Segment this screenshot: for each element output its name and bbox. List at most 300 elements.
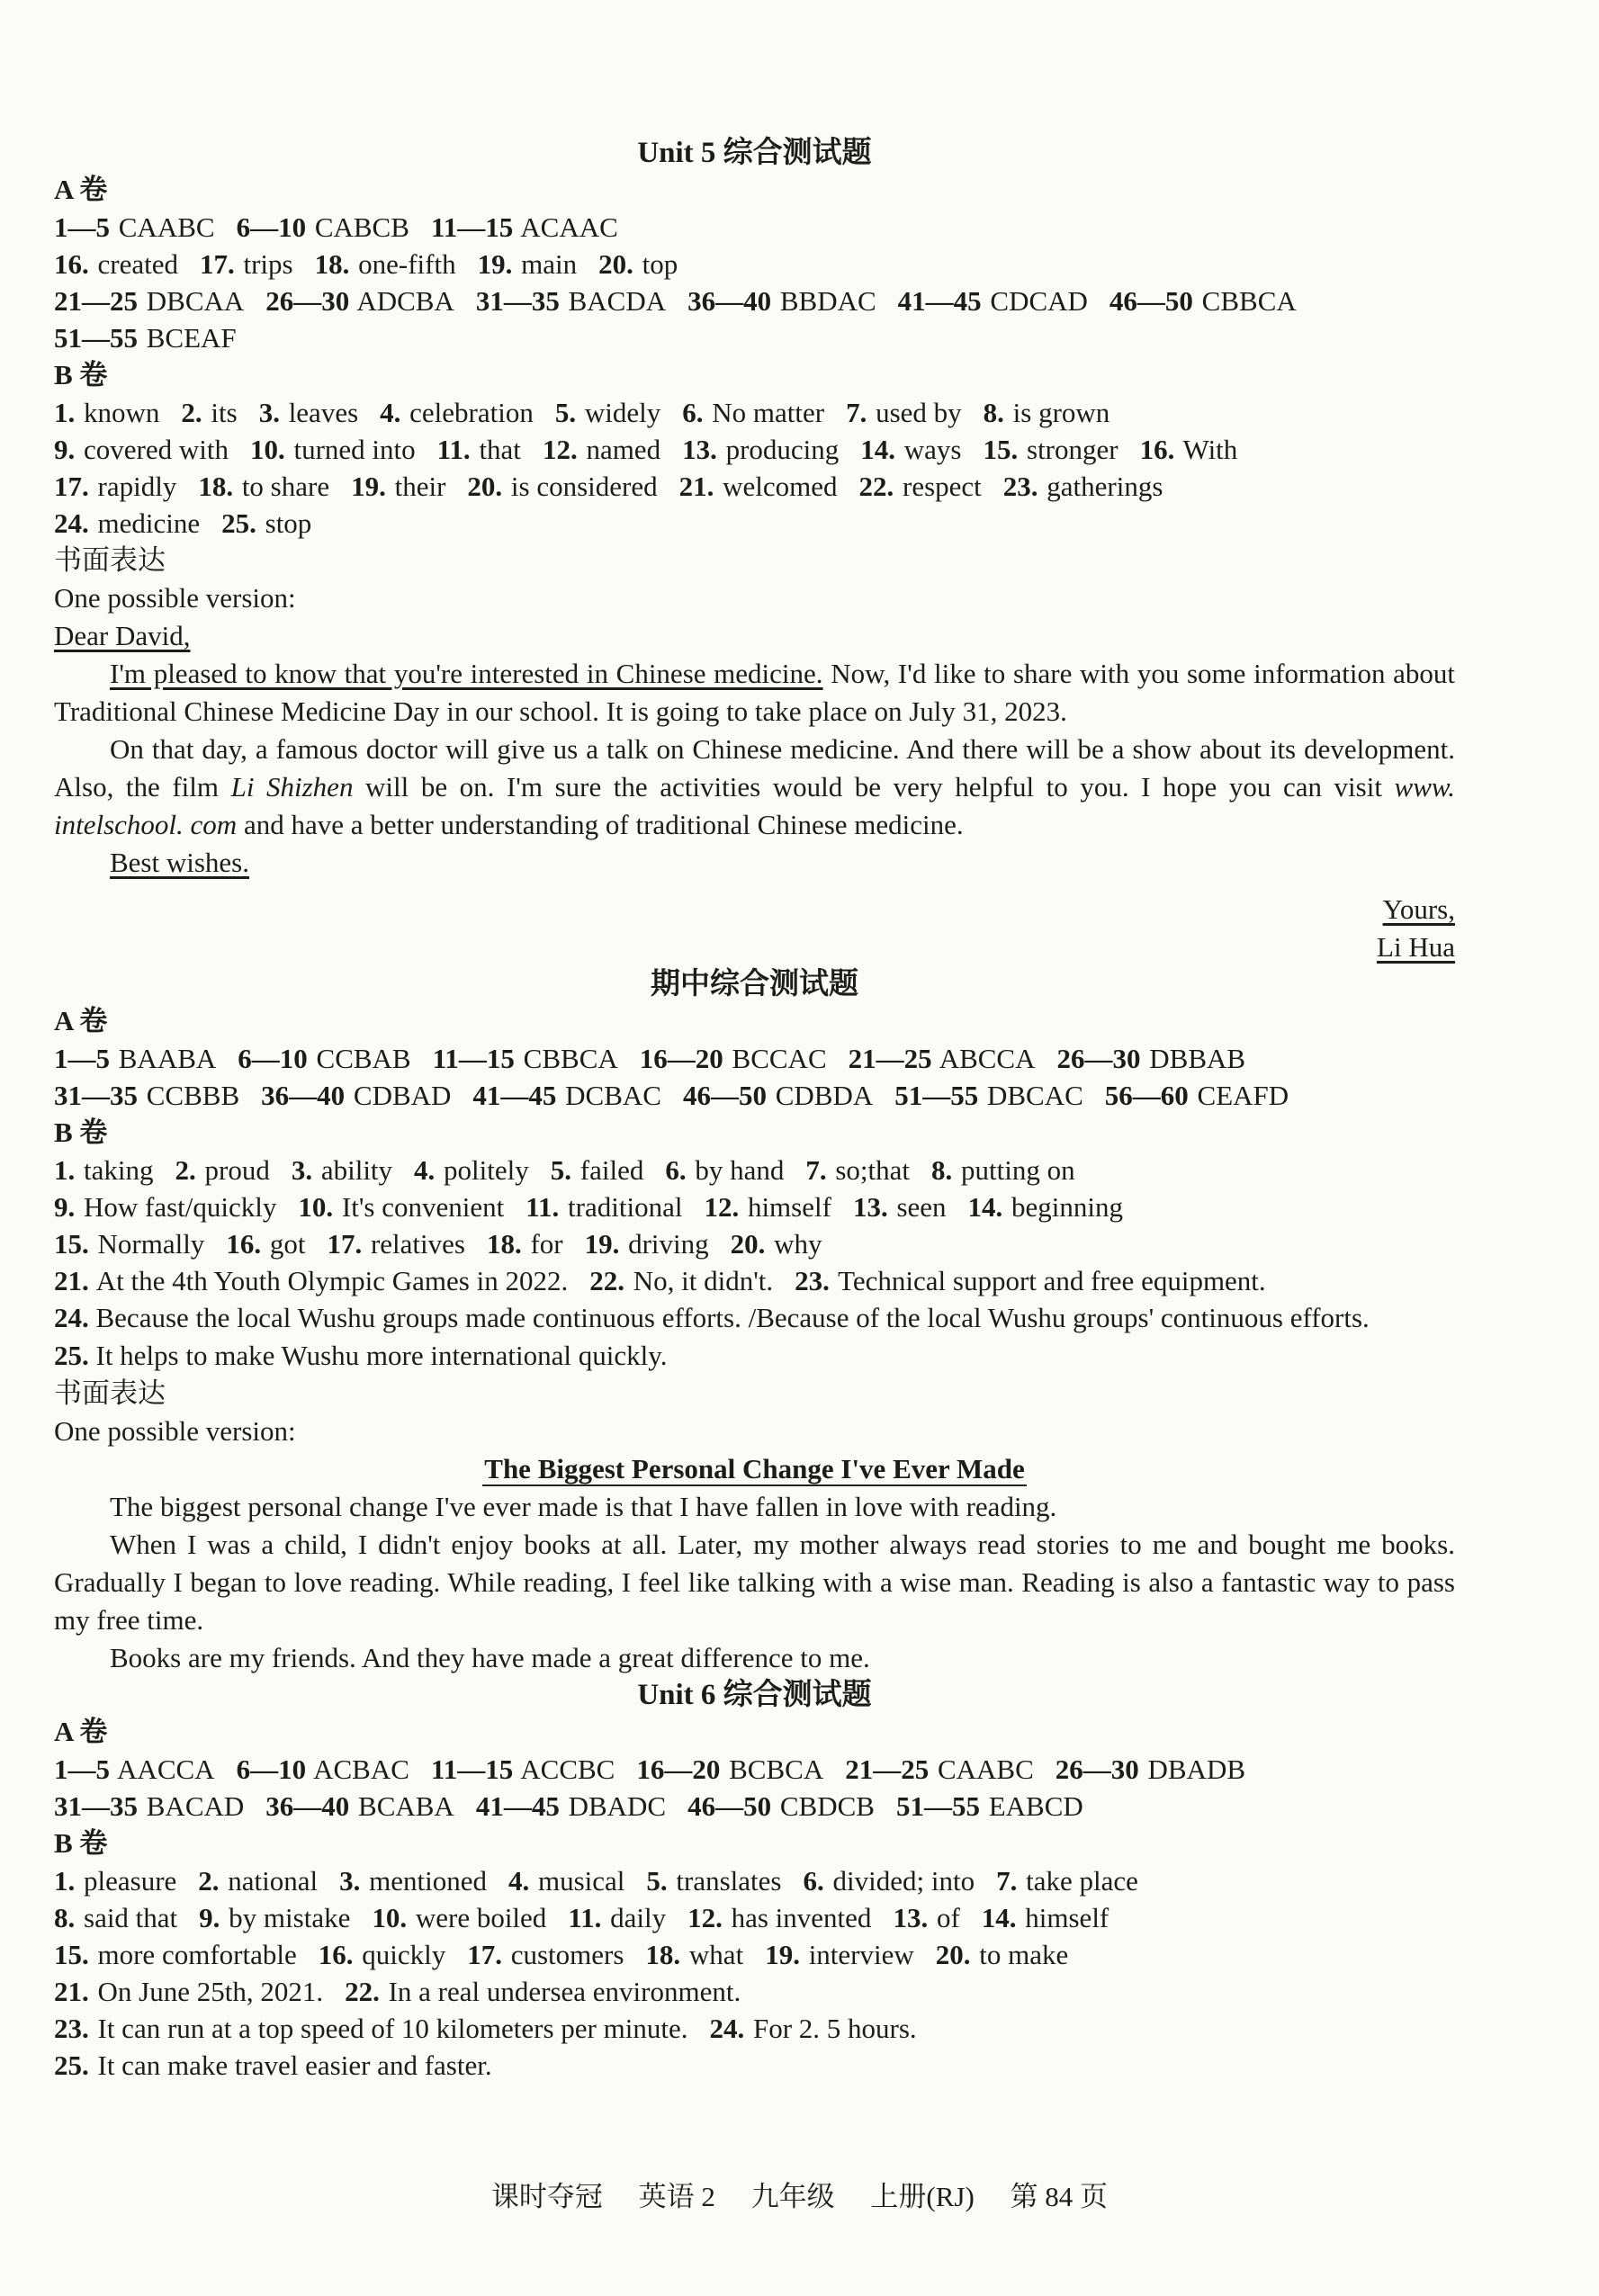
item-answer: that [479, 434, 521, 465]
answer-item [265, 1790, 454, 1822]
answer-item [292, 1154, 392, 1186]
answer-row [54, 1188, 1455, 1225]
item-answer: With [1182, 434, 1238, 465]
item-answer: BCBCA [729, 1753, 824, 1785]
essay-paragraph-1: The biggest personal change I've ever made is that I have fallen in love with reading. [110, 1491, 1057, 1522]
item-answer: what [688, 1939, 744, 1970]
answer-item [54, 434, 229, 465]
p2-part-b: will be on. I'm sure the activities would be very helpful to you. I hope you can visit [353, 771, 1395, 803]
item-answer: rapidly [97, 471, 177, 502]
item-answer: DBADC [568, 1790, 667, 1822]
item-number: 17. [467, 1939, 502, 1970]
answer-item [853, 1191, 947, 1223]
answer-item [437, 434, 521, 465]
item-answer: got [269, 1228, 306, 1260]
answer-item [555, 397, 660, 428]
answer-item [199, 1902, 350, 1933]
answer-item [315, 248, 456, 280]
item-answer: why [774, 1228, 822, 1260]
item-number: 13. [893, 1902, 929, 1933]
item-answer: In a real undersea environment. [388, 1976, 741, 2007]
unit5-b-label: B 卷 [54, 359, 108, 390]
item-answer: It can make travel easier and faster. [97, 2049, 492, 2081]
letter-paragraph-2 [54, 731, 1455, 844]
item-number: 10. [372, 1902, 408, 1933]
answer-row [54, 246, 1455, 283]
item-number: 11. [526, 1191, 560, 1223]
answer-item [54, 1080, 239, 1111]
answer-row [54, 1936, 1455, 1973]
item-answer: On June 25th, 2021. [97, 1976, 324, 2007]
midterm-a-answers [54, 1040, 1455, 1114]
answer-item [433, 1043, 618, 1074]
essay-paragraph-2: When I was a child, I didn't enjoy books at all. Later, my mother always read stories to me and bought me books. Gradually I began to love reading. While reading, I feel like talking with a wise man. Reading is also a fantastic way to pass my free time. [54, 1529, 1455, 1636]
item-answer: For 2. 5 hours. [752, 2013, 917, 2044]
item-answer: leaves [288, 397, 359, 428]
answer-item [431, 1753, 615, 1785]
answer-item [467, 471, 657, 502]
item-number: 11—15 [430, 1753, 514, 1785]
item-answer: BCCAC [732, 1043, 827, 1074]
answer-item [265, 285, 454, 317]
answer-item [54, 1043, 216, 1074]
answer-item [687, 285, 876, 317]
answer-item [54, 1865, 176, 1897]
answer-item [54, 1790, 244, 1822]
item-answer: beginning [1011, 1191, 1124, 1223]
item-number: 3. [291, 1154, 313, 1186]
item-answer: CBBCA [1201, 285, 1297, 317]
midterm-title: 期中综合测试题 [651, 968, 858, 1000]
item-answer: stronger [1027, 434, 1118, 465]
item-answer: CBDCB [779, 1790, 875, 1822]
item-number: 22. [589, 1265, 624, 1296]
answer-item [472, 1080, 661, 1111]
item-number: 36—40 [265, 1790, 350, 1822]
unit6-section [54, 1677, 1455, 2084]
item-number: 25. [54, 2049, 89, 2081]
item-number: 1—5 [54, 1753, 110, 1785]
item-number: 26—30 [1056, 1043, 1141, 1074]
item-answer: for [530, 1228, 563, 1260]
answer-item [54, 471, 176, 502]
item-answer: putting on [961, 1154, 1075, 1186]
item-answer: musical [538, 1865, 625, 1897]
answer-item [898, 285, 1088, 317]
answer-row [54, 1152, 1455, 1188]
answer-row [54, 1788, 1455, 1825]
item-number: 18. [198, 471, 234, 502]
answer-item [636, 1753, 823, 1785]
item-number: 25. [221, 507, 256, 539]
item-number: 21—25 [845, 1753, 930, 1785]
item-answer: BBDAC [779, 285, 876, 317]
item-number: 7. [846, 397, 867, 428]
answer-item [54, 507, 200, 539]
answer-row [54, 505, 1455, 542]
unit6-b-answers [54, 1862, 1455, 2084]
answer-item [54, 1228, 204, 1260]
answer-item [568, 1902, 666, 1933]
answer-item [478, 248, 578, 280]
item-number: 6—10 [236, 1753, 307, 1785]
answer-item [414, 1154, 529, 1186]
item-answer: DBCAA [146, 285, 245, 317]
signer-text: Li Hua [1377, 931, 1455, 963]
item-number: 46—50 [1109, 285, 1193, 317]
item-number: 11. [568, 1902, 602, 1933]
footer-grade: 九年级 [750, 2181, 835, 2212]
answer-item [226, 1228, 305, 1260]
item-number: 51—55 [54, 322, 138, 354]
item-answer: more comfortable [97, 1939, 297, 1970]
answer-item [259, 397, 358, 428]
underlined-opening: I'm pleased to know that you're interested in Chinese medicine. [110, 658, 823, 689]
item-answer: driving [628, 1228, 709, 1260]
item-answer: their [394, 471, 446, 502]
item-answer: How fast/quickly [84, 1191, 277, 1223]
item-number: 56—60 [1104, 1080, 1189, 1111]
letter-closing [54, 844, 1455, 882]
item-number: 13. [682, 434, 717, 465]
answer-item [372, 1902, 546, 1933]
answer-item [54, 2013, 687, 2044]
p2-part-c: and have a better understanding of traditional Chinese medicine. [237, 809, 964, 840]
b24-answer: Because the local Wushu groups made continuous efforts. /Because of the local Wushu groups' continuous efforts. [95, 1302, 1370, 1333]
answer-item [1140, 434, 1238, 465]
answer-item [54, 1265, 568, 1296]
item-number: 26—30 [265, 285, 350, 317]
item-answer: politely [444, 1154, 529, 1186]
answer-item [765, 1939, 914, 1970]
item-number: 8. [983, 397, 1004, 428]
item-number: 16. [226, 1228, 262, 1260]
item-answer: has invented [731, 1902, 872, 1933]
essay-title [54, 1450, 1455, 1488]
item-answer: of [936, 1902, 960, 1933]
answer-row [54, 394, 1455, 431]
item-number: 1—5 [54, 1043, 110, 1074]
footer-volume: 上册(RJ) [870, 2181, 975, 2212]
unit5-section [54, 135, 1455, 966]
item-answer: pleasure [84, 1865, 177, 1897]
item-answer: turned into [293, 434, 416, 465]
item-answer: trips [243, 248, 293, 280]
answer-item [54, 211, 215, 243]
item-answer: CAABC [937, 1753, 1034, 1785]
item-number: 17. [199, 248, 235, 280]
item-answer: widely [584, 397, 661, 428]
essay-paragraph-3: Books are my friends. And they have made a great difference to me. [110, 1642, 870, 1673]
item-answer: daily [610, 1902, 667, 1933]
answer-item [327, 1228, 465, 1260]
item-answer: to share [241, 471, 330, 502]
item-answer: gatherings [1047, 471, 1163, 502]
item-number: 21—25 [848, 1043, 932, 1074]
item-number: 16. [318, 1939, 354, 1970]
item-answer: is considered [510, 471, 658, 502]
item-answer: covered with [84, 434, 229, 465]
item-number: 2. [198, 1865, 220, 1897]
item-number: 23. [1002, 471, 1038, 502]
answer-item [704, 1191, 831, 1223]
item-number: 11—15 [430, 211, 514, 243]
item-number: 5. [550, 1154, 572, 1186]
item-number: 26—30 [1055, 1753, 1139, 1785]
item-answer: divided; into [832, 1865, 975, 1897]
item-answer: BAABA [118, 1043, 217, 1074]
p2-part-a: On that day, a famous doctor will give us a talk on Chinese medicine. And there will be a show about its development. Also, the film [54, 733, 1455, 803]
item-number: 22. [345, 1976, 380, 2007]
item-number: 1. [54, 397, 76, 428]
item-number: 9. [54, 1191, 76, 1223]
item-answer: BCEAF [146, 322, 237, 354]
item-number: 11—15 [432, 1043, 515, 1074]
answer-item [645, 1939, 743, 1970]
answer-item [181, 397, 237, 428]
answer-item [585, 1228, 709, 1260]
item-answer: named [586, 434, 661, 465]
answer-row [54, 468, 1455, 505]
item-number: 19. [477, 248, 513, 280]
item-answer: CDCAD [990, 285, 1088, 317]
answer-item [54, 1154, 154, 1186]
item-answer: producing [725, 434, 840, 465]
answer-item [931, 1154, 1075, 1186]
item-answer: traditional [568, 1191, 683, 1223]
item-answer: BACAD [146, 1790, 245, 1822]
website-url: www. intelschool. com [54, 771, 1456, 840]
answer-item [54, 1902, 177, 1933]
item-number: 46—50 [682, 1080, 767, 1111]
item-number: 23. [795, 1265, 830, 1296]
item-number: 24. [54, 1302, 89, 1333]
item-answer: AACCA [117, 1753, 215, 1785]
answer-row [54, 1225, 1455, 1262]
item-number: 19. [765, 1939, 800, 1970]
essay-title-text: The Biggest Personal Change I've Ever Made [484, 1453, 1025, 1484]
item-answer: ABCCA [939, 1043, 1036, 1074]
item-answer: CBBCA [523, 1043, 618, 1074]
item-number: 12. [687, 1902, 723, 1933]
answer-item [896, 1790, 1083, 1822]
item-number: 20. [467, 471, 503, 502]
answer-item [860, 434, 961, 465]
item-answer: CCBBB [146, 1080, 240, 1111]
item-answer: DBADB [1147, 1753, 1246, 1785]
item-answer: At the 4th Youth Olympic Games in 2022. [95, 1265, 569, 1296]
letter-yours [54, 891, 1455, 928]
item-number: 2. [175, 1154, 196, 1186]
answer-item [551, 1154, 644, 1186]
salutation-text: Dear David, [54, 620, 191, 651]
item-number: 16—20 [636, 1753, 721, 1785]
answer-item [175, 1154, 270, 1186]
item-number: 24. [709, 2013, 745, 2044]
answer-item [198, 471, 329, 502]
item-answer: were boiled [415, 1902, 547, 1933]
footer-book: 课时夺冠 [490, 2181, 603, 2212]
letter-salutation [54, 617, 1455, 655]
answer-item [261, 1080, 451, 1111]
b25-answer: It helps to make Wushu more international quickly. [95, 1340, 668, 1371]
item-answer: CABCB [314, 211, 409, 243]
midterm-writing-label: 书面表达 [54, 1377, 166, 1409]
answer-row [54, 2010, 1455, 2047]
answer-item [1057, 1043, 1246, 1074]
answer-item [467, 1939, 624, 1970]
item-answer: national [228, 1865, 319, 1897]
unit5-a-answers [54, 209, 1455, 356]
item-number: 10. [249, 434, 285, 465]
item-number: 9. [199, 1902, 220, 1933]
answer-item [250, 434, 416, 465]
answer-row [54, 2047, 1455, 2084]
answer-item [893, 1902, 959, 1933]
item-answer: It's convenient [341, 1191, 505, 1223]
item-number: 18. [486, 1228, 522, 1260]
answer-item [795, 1265, 1266, 1296]
item-answer: interview [808, 1939, 914, 1970]
item-answer: by hand [695, 1154, 785, 1186]
item-number: 2. [181, 397, 202, 428]
answer-item [54, 1976, 323, 2007]
answer-item [351, 471, 445, 502]
footer-subject: 英语 2 [638, 2181, 715, 2212]
item-answer: CCBAB [316, 1043, 411, 1074]
answer-item [54, 248, 178, 280]
item-number: 17. [327, 1228, 363, 1260]
answer-item [200, 248, 293, 280]
answer-item [859, 471, 982, 502]
answer-item [54, 397, 159, 428]
item-number: 15. [54, 1228, 89, 1260]
item-answer: is grown [1012, 397, 1110, 428]
answer-item [996, 1865, 1138, 1897]
item-answer: ways [903, 434, 962, 465]
item-number: 8. [931, 1154, 953, 1186]
answer-item [682, 434, 839, 465]
answer-item [54, 1939, 297, 1970]
answer-item [849, 1043, 1036, 1074]
item-answer: It can run at a top speed of 10 kilometers per minute. [97, 2013, 688, 2044]
item-number: 41—45 [475, 1790, 560, 1822]
answer-item [54, 1191, 276, 1223]
item-number: 31—35 [54, 1080, 138, 1111]
item-answer: take place [1026, 1865, 1138, 1897]
unit6-title: Unit 6 综合测试题 [637, 1679, 872, 1711]
item-number: 20. [598, 248, 633, 280]
answer-item [54, 285, 244, 317]
item-number: 21. [54, 1265, 89, 1296]
item-answer: Normally [97, 1228, 205, 1260]
answer-item [682, 397, 824, 428]
answer-item [646, 1865, 781, 1897]
item-answer: stop [265, 507, 312, 539]
answer-item [640, 1043, 827, 1074]
item-answer: translates [676, 1865, 782, 1897]
item-answer: welcomed [723, 471, 838, 502]
item-number: 5. [554, 397, 577, 428]
answer-item [543, 434, 660, 465]
item-number: 7. [996, 1865, 1018, 1897]
answer-item [380, 397, 534, 428]
item-number: 14. [967, 1191, 1003, 1223]
item-answer: CDBDA [775, 1080, 874, 1111]
item-number: 36—40 [261, 1080, 346, 1111]
midterm-section [54, 966, 1455, 1677]
midterm-b-label: B 卷 [54, 1117, 108, 1148]
item-number: 31—35 [54, 1790, 138, 1822]
item-number: 13. [852, 1191, 888, 1223]
item-number: 6. [665, 1154, 687, 1186]
item-answer: ACAAC [520, 211, 618, 243]
item-number: 4. [414, 1154, 436, 1186]
item-number: 4. [380, 397, 401, 428]
item-number: 16. [54, 248, 89, 280]
item-number: 20. [935, 1939, 971, 1970]
answer-item [319, 1939, 446, 1970]
yours-text: Yours, [1382, 893, 1455, 925]
item-number: 41—45 [897, 285, 982, 317]
answer-row [54, 1751, 1455, 1788]
item-answer: No matter [712, 397, 825, 428]
answer-item [54, 2049, 492, 2081]
answer-item [198, 1865, 318, 1897]
answer-item [683, 1080, 873, 1111]
item-number: 6. [682, 397, 704, 428]
item-answer: CDBAD [353, 1080, 452, 1111]
answer-item [1105, 1080, 1289, 1111]
letter-paragraph-1 [54, 655, 1455, 731]
answer-item [846, 397, 962, 428]
answer-item [804, 1865, 975, 1897]
answer-item [339, 1865, 487, 1897]
answer-item [431, 211, 618, 243]
item-answer: created [97, 248, 178, 280]
answer-item [665, 1154, 784, 1186]
answer-item [687, 1790, 875, 1822]
item-answer: ADCBA [356, 285, 454, 317]
answer-item [968, 1191, 1124, 1223]
item-answer: by mistake [229, 1902, 351, 1933]
item-answer: celebration [409, 397, 534, 428]
item-number: 16. [1139, 434, 1175, 465]
item-answer: to make [979, 1939, 1069, 1970]
footer-page-number: 第 84 页 [1010, 2181, 1109, 2212]
film-title: Li Shizhen [230, 771, 354, 803]
answer-item [54, 322, 237, 354]
item-number: 21. [54, 1976, 89, 2007]
closing-text: Best wishes. [110, 847, 249, 878]
answer-item [1056, 1753, 1245, 1785]
item-number: 1. [54, 1865, 76, 1897]
answer-row [54, 1040, 1455, 1077]
answer-item [476, 285, 666, 317]
item-number: 14. [860, 434, 896, 465]
answer-item [982, 1902, 1109, 1933]
answer-item [345, 1976, 741, 2007]
unit5-a-label: A 卷 [54, 174, 108, 205]
item-answer: used by [876, 397, 962, 428]
midterm-b-24 [54, 1299, 1455, 1337]
item-number: 3. [258, 397, 280, 428]
item-number: 10. [298, 1191, 334, 1223]
item-answer: customers [510, 1939, 624, 1970]
item-number: 25. [54, 1340, 89, 1371]
midterm-a-label: A 卷 [54, 1005, 108, 1036]
item-number: 8. [54, 1902, 76, 1933]
